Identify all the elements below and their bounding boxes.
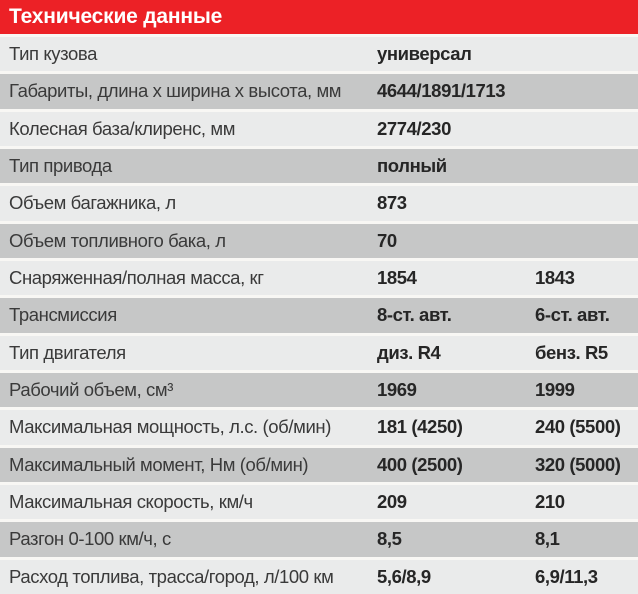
spec-value-primary: 5,6/8,9 [377,565,431,587]
spec-label: Тип двигателя [9,341,126,363]
spec-label: Максимальный момент, Нм (об/мин) [9,453,309,475]
spec-label: Колесная база/клиренс, мм [9,117,236,139]
spec-row-drive-type [0,149,638,183]
spec-label: Габариты, длина х ширина х высота, мм [9,80,342,102]
table-title: Технические данные [9,5,223,28]
spec-value-secondary: 1843 [535,267,575,289]
spec-label: Расход топлива, трасса/город, л/100 км [9,565,334,587]
spec-row-acceleration [0,522,638,556]
spec-value-primary: 4644/1891/1713 [377,80,506,102]
spec-label: Снаряженная/полная масса, кг [9,267,264,289]
spec-value-secondary: 240 (5500) [535,416,621,438]
spec-value-primary: 8,5 [377,528,402,550]
spec-label: Максимальная мощность, л.с. (об/мин) [9,416,331,438]
spec-row-body-type [0,37,638,71]
spec-row-max-speed [0,485,638,519]
spec-row-engine-type [0,336,638,370]
spec-row-wheelbase-clearance [0,112,638,146]
spec-value-secondary: 210 [535,491,565,513]
spec-row-max-power [0,410,638,444]
spec-label: Разгон 0-100 км/ч, с [9,528,171,550]
spec-label: Максимальная скорость, км/ч [9,491,253,513]
spec-value-primary: полный [377,155,447,177]
spec-row-transmission [0,298,638,332]
spec-value-secondary: бенз. R5 [535,341,608,363]
spec-row-displacement [0,373,638,407]
table-rows [0,34,638,594]
spec-row-trunk-volume [0,186,638,220]
spec-value-primary: 181 (4250) [377,416,463,438]
spec-value-primary: 8-ст. авт. [377,304,452,326]
spec-value-primary: 2774/230 [377,117,451,139]
spec-row-fuel-tank [0,224,638,258]
spec-value-primary: диз. R4 [377,341,441,363]
spec-value-primary: 70 [377,229,397,251]
spec-value-secondary: 6-ст. авт. [535,304,610,326]
spec-row-mass [0,261,638,295]
spec-row-max-torque [0,448,638,482]
spec-value-secondary: 1999 [535,379,575,401]
spec-label: Объем багажника, л [9,192,176,214]
spec-value-primary: 400 (2500) [377,453,463,475]
table-header [0,0,638,34]
spec-label: Трансмиссия [9,304,117,326]
spec-value-primary: 209 [377,491,407,513]
spec-value-secondary: 8,1 [535,528,560,550]
spec-value-secondary: 320 (5000) [535,453,621,475]
spec-label: Рабочий объем, см³ [9,379,173,401]
spec-value-primary: 1854 [377,267,417,289]
spec-value-primary: 1969 [377,379,417,401]
spec-label: Тип привода [9,155,112,177]
spec-value-secondary: 6,9/11,3 [535,565,598,587]
spec-value-primary: универсал [377,43,472,65]
spec-label: Тип кузова [9,43,98,65]
spec-label: Объем топливного бака, л [9,229,226,251]
spec-row-fuel-consumption [0,560,638,594]
spec-row-dimensions [0,74,638,108]
spec-value-primary: 873 [377,192,407,214]
